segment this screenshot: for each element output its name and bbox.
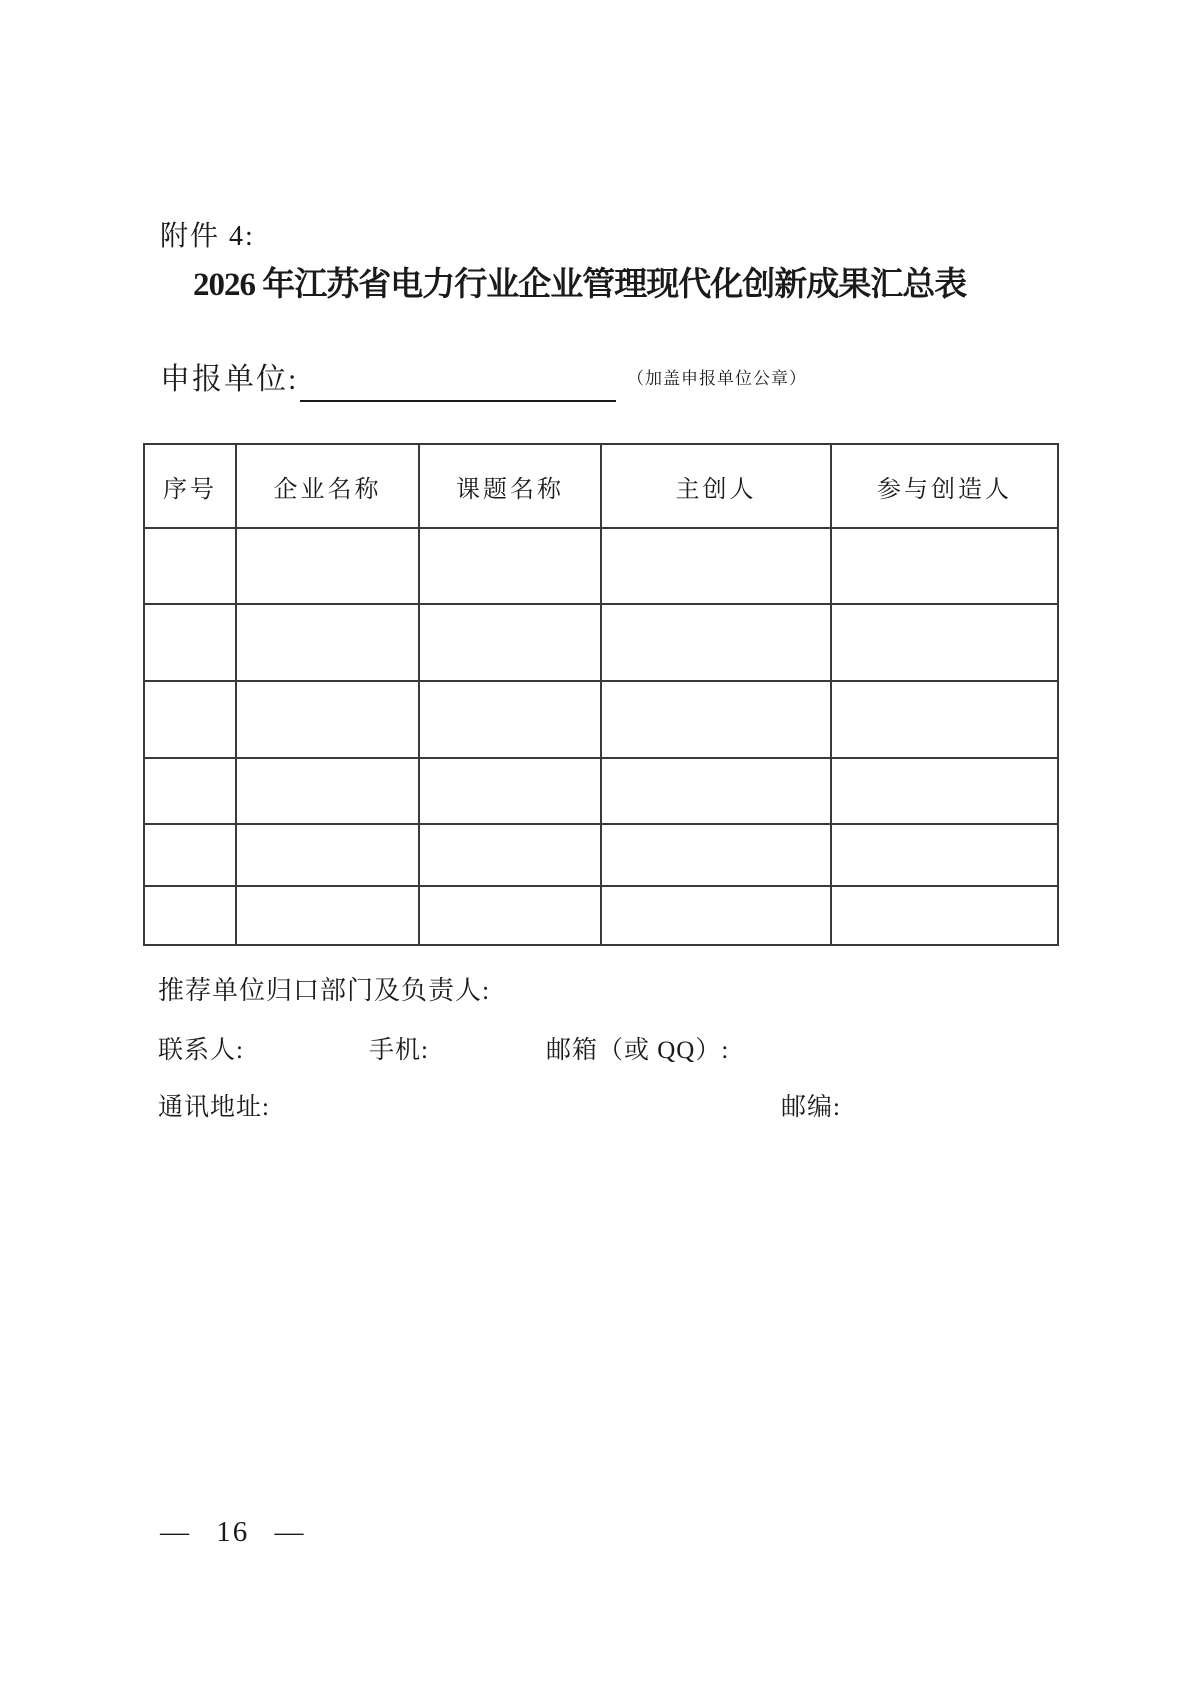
- table-cell: [419, 758, 601, 824]
- table-cell: [144, 604, 236, 681]
- column-header-index: 序号: [144, 444, 236, 528]
- table-cell: [419, 528, 601, 604]
- table-cell: [601, 824, 831, 886]
- table-row: [144, 681, 1058, 758]
- column-header-enterprise: 企业名称: [236, 444, 419, 528]
- table-cell: [831, 886, 1058, 945]
- table-row: [144, 528, 1058, 604]
- table-cell: [601, 886, 831, 945]
- table-cell: [831, 681, 1058, 758]
- page-title: 2026 年江苏省电力行业企业管理现代化创新成果汇总表: [193, 267, 967, 303]
- table-cell: [419, 604, 601, 681]
- table-cell: [236, 758, 419, 824]
- table-row: [144, 604, 1058, 681]
- table-cell: [236, 886, 419, 945]
- table-row: [144, 886, 1058, 945]
- summary-table-body: [144, 528, 1058, 945]
- table-cell: [236, 604, 419, 681]
- table-cell: [144, 758, 236, 824]
- table-row: [144, 758, 1058, 824]
- column-header-project: 课题名称: [419, 444, 601, 528]
- mobile-label: 手机:: [369, 1037, 429, 1064]
- column-header-main-creator: 主创人: [601, 444, 831, 528]
- table-cell: [144, 681, 236, 758]
- table-cell: [419, 824, 601, 886]
- email-label: 邮箱（或 QQ）:: [546, 1037, 730, 1064]
- attachment-label: 附件 4:: [160, 221, 255, 252]
- postcode-label: 邮编:: [781, 1094, 841, 1121]
- table-cell: [831, 824, 1058, 886]
- table-cell: [601, 604, 831, 681]
- table-row: [144, 824, 1058, 886]
- declaring-unit-blank-line: [300, 400, 616, 402]
- table-cell: [236, 824, 419, 886]
- table-cell: [831, 528, 1058, 604]
- table-cell: [144, 528, 236, 604]
- column-header-participants: 参与创造人: [831, 444, 1058, 528]
- table-cell: [144, 886, 236, 945]
- table-cell: [144, 824, 236, 886]
- contact-person-label: 联系人:: [158, 1037, 244, 1064]
- declaring-unit-label: 申报单位:: [160, 363, 299, 396]
- table-cell: [831, 758, 1058, 824]
- table-cell: [831, 604, 1058, 681]
- page-number: — 16 —: [160, 1516, 306, 1548]
- table-cell: [236, 681, 419, 758]
- official-seal-note: （加盖申报单位公章）: [627, 369, 807, 388]
- table-cell: [601, 758, 831, 824]
- recommend-department-label: 推荐单位归口部门及负责人:: [158, 976, 491, 1005]
- table-cell: [601, 681, 831, 758]
- table-cell: [419, 886, 601, 945]
- table-header-row: [144, 444, 1058, 528]
- table-cell: [419, 681, 601, 758]
- summary-table: [143, 443, 1059, 946]
- table-cell: [236, 528, 419, 604]
- mailing-address-label: 通讯地址:: [158, 1094, 270, 1121]
- table-cell: [601, 528, 831, 604]
